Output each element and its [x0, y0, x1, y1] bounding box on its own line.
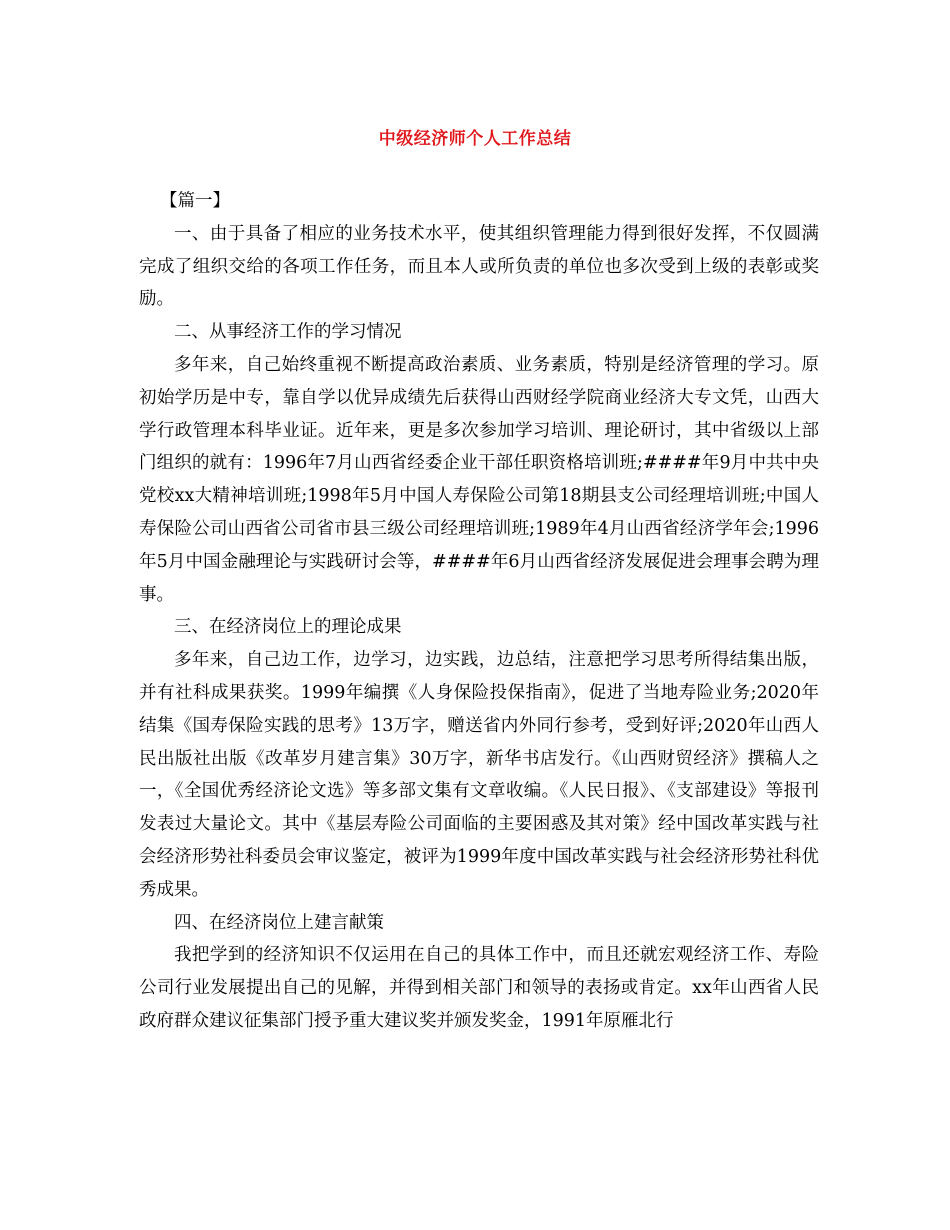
section-heading-3: 三、在经济岗位上的理论成果: [174, 617, 402, 638]
paragraph-2: 多年来，自己始终重视不断提高政治素质、业务素质，特别是经济管理的学习。原初始学历是中专，靠自学以优异成绩先后获得山西财经学院商业经济大专文凭，山西大学行政管理本科毕业证。近年来，更是多次参加学习培训、理论研讨，其中省级以上部门组织的就有：1996年7月山西省经委企业干部任职资格培训班;####年9月中共中央党校xx大精神培训班;1998年5月中国人寿保险公司第18期县支公司经理培训班;中国人寿保险公司山西省公司省市县三级公司经理培训班;1989年4月山西省经济学年会;1996年5月中国金融理论与实践研讨会等，####年6月山西省经济发展促进会理事会聘为理事。: [139, 354, 819, 605]
section-heading-2: 二、从事经济工作的学习情况: [174, 322, 402, 343]
section-label-part-one: 【篇一】: [160, 191, 230, 211]
paragraph-3: 多年来，自己边工作，边学习，边实践，边总结，注意把学习思考所得结集出版，并有社科成果获奖。1999年编撰《人身保险投保指南》，促进了当地寿险业务;2020年结集《国寿保险实践的思考》13万字，赠送省内外同行参考，受到好评;2020年山西人民出版社出版《改革岁月建言集》30万字，新华书店发行。《山西财贸经济》撰稿人之一，《全国优秀经济论文选》等多部文集有文章收编。《人民日报》、《支部建设》等报刊发表过大量论文。其中《基层寿险公司面临的主要困惑及其对策》经中国改革实践与社会经济形势社科委员会审议鉴定，被评为1999年度中国改革实践与社会经济形势社科优秀成果。: [139, 650, 819, 900]
section-heading-4: 四、在经济岗位上建言献策: [174, 912, 384, 933]
document-body: [139, 185, 819, 1038]
document-title: 中级经济师个人工作总结: [378, 129, 572, 149]
paragraph-1: 一、由于具备了相应的业务技术水平，使其组织管理能力得到很好发挥，不仅圆满完成了组织交给的各项工作任务，而且本人或所负责的单位也多次受到上级的表彰或奖励。: [139, 223, 819, 310]
paragraph-4: 我把学到的经济知识不仅运用在自己的具体工作中，而且还就宏观经济工作、寿险公司行业发展提出自己的见解，并得到相关部门和领导的表扬或肯定。xx年山西省人民政府群众建议征集部门授予重大建议奖并颁发奖金，1991年原雁北行: [139, 945, 819, 1031]
